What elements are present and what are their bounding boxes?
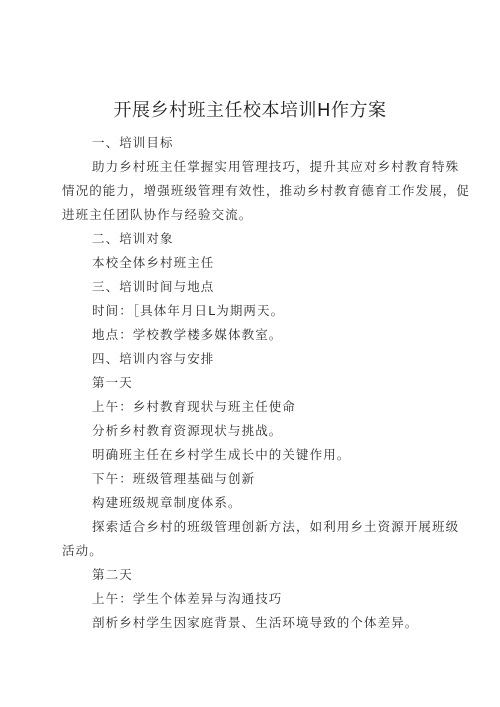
paragraph-line: 情况的能力，增强班级管理有效性，推动乡村教育德育工作发展，促 bbox=[62, 183, 471, 198]
paragraph-line: 活动。 bbox=[62, 543, 103, 558]
paragraph-line: 助力乡村班主任掌握实用管理技巧，提升其应对乡村教育特殊 bbox=[92, 159, 460, 174]
paragraph-line: 时间：［具体年月日L为期两天。 bbox=[92, 303, 285, 318]
section-heading-content: 四、培训内容与安排 bbox=[92, 351, 215, 366]
paragraph-line: 分析乡村教育资源现状与挑战。 bbox=[92, 423, 283, 438]
paragraph-line: 剖析乡村学生因家庭背景、生活环境导致的个体差异。 bbox=[92, 615, 419, 630]
section-heading-audience: 二、培训对象 bbox=[92, 231, 174, 246]
paragraph-line: 上午：学生个体差异与沟通技巧 bbox=[92, 591, 283, 606]
document-title: 开展乡村班主任校本培训H作方案 bbox=[113, 100, 387, 121]
day-heading: 第一天 bbox=[92, 375, 133, 390]
paragraph-line: 地点：学校教学楼多媒体教室。 bbox=[92, 327, 283, 342]
paragraph-line: 明确班主任在乡村学生成长中的关键作用。 bbox=[92, 447, 351, 462]
section-heading-goals: 一、培训目标 bbox=[92, 135, 174, 150]
paragraph-line: 探索适合乡村的班级管理创新方法，如利用乡土资源开展班级 bbox=[92, 519, 460, 534]
paragraph-line: 进班主任团队协作与经验交流。 bbox=[62, 207, 253, 222]
day-heading: 第二天 bbox=[92, 567, 133, 582]
paragraph-line: 本校全体乡村班主任 bbox=[92, 255, 215, 270]
paragraph-line: 上午：乡村教育现状与班主任使命 bbox=[92, 399, 297, 414]
section-heading-time-place: 三、培训时间与地点 bbox=[92, 279, 215, 294]
paragraph-line: 下午：班级管理基础与创新 bbox=[92, 471, 256, 486]
paragraph-line: 构建班级规章制度体系。 bbox=[92, 495, 242, 510]
